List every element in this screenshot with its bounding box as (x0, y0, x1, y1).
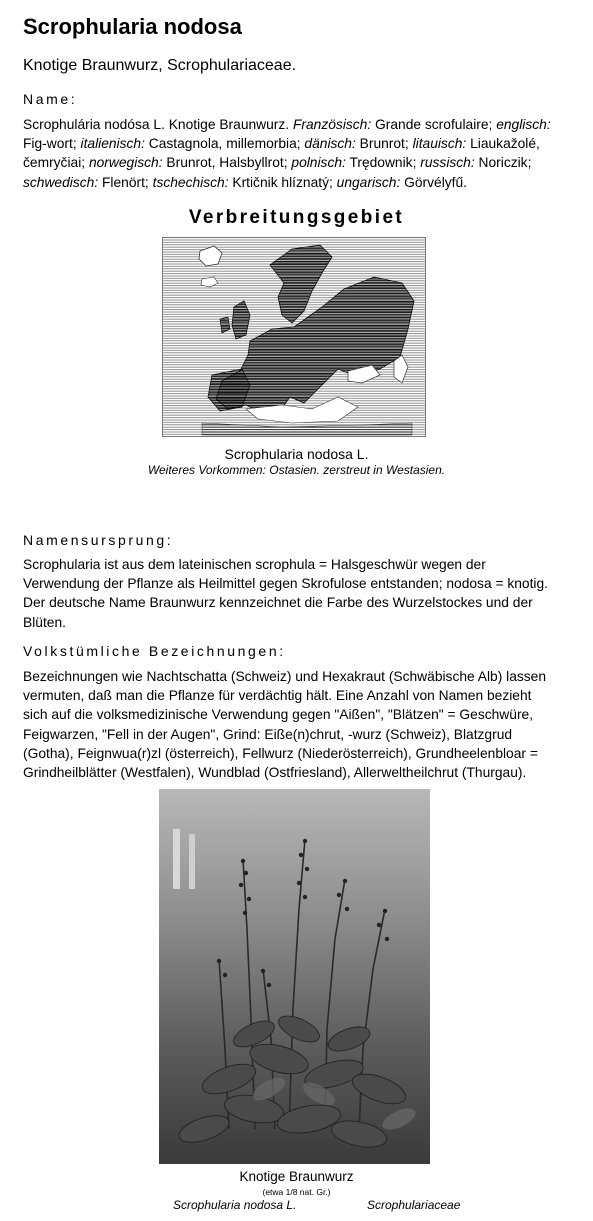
name-text: Brunrot; (355, 136, 413, 152)
name-text: Castagnola, millemorbia; (144, 136, 305, 152)
language-label: litauisch: (412, 136, 467, 152)
name-text: Görvélyfű. (400, 174, 468, 190)
plant-photo (159, 789, 430, 1164)
name-paragraph (23, 115, 571, 192)
name-text: Liaukažolé, (466, 136, 540, 152)
name-text: Krtičnik hlíznatý; (228, 174, 337, 190)
origin-line: Verwendung der Pflanze als Heilmittel gegen Skrofulose entstanden; nodosa = knotig. (23, 576, 549, 592)
map-heading: Verbreitungsgebiet (188, 207, 405, 228)
origin-line: Blüten. (23, 614, 66, 630)
distribution-map (162, 237, 426, 437)
name-text: Scrophulária nodósa L. Knotige Braunwurz. (23, 117, 293, 132)
name-text: Fig-wort; (23, 136, 81, 152)
language-label: dänisch: (304, 136, 356, 152)
name-line (23, 115, 571, 134)
name-heading: Name: (23, 91, 78, 107)
language-label: Französisch: (292, 117, 372, 132)
folk-line: Grindheilblätter (Westfalen), Wundblad (Ostfriesland), Allerweltheilchrut (Thurgau). (23, 765, 527, 781)
map-caption: Scrophularia nodosa L. (224, 446, 369, 462)
photo-species: Scrophularia nodosa L. (173, 1198, 297, 1212)
name-line (23, 173, 571, 192)
fence-post (173, 829, 180, 889)
language-label: polnisch: (291, 155, 346, 171)
fence-post (189, 834, 195, 889)
language-label: russisch: (420, 155, 475, 171)
folk-names-paragraph (23, 667, 571, 782)
language-label: englisch: (496, 117, 551, 132)
map-subcaption: Weiteres Vorkommen: Ostasien. zerstreut in Westasien. (147, 463, 446, 477)
photo-family: Scrophulariaceae (367, 1198, 461, 1212)
folk-line: vermuten, daß man die Pflanze für verdächtig hält. Eine Anzahl von Namen bezieht (23, 688, 532, 704)
page-title: Scrophularia nodosa (23, 14, 242, 39)
origin-heading: Namensursprung: (23, 532, 174, 548)
language-label: norwegisch: (88, 155, 163, 171)
photo-caption: Knotige Braunwurz (239, 1169, 354, 1184)
name-line (23, 134, 571, 153)
name-text: čemryčiai; (23, 155, 89, 171)
origin-line: Der deutsche Name Braunwurz kennzeichnet die Farbe des Wurzelstockes und der (23, 595, 533, 611)
name-text: Flenört; (98, 174, 153, 190)
folk-line: (Gotha), Feignwua(r)zl (österreich), Fellwurz (Niederösterreich), Grundheelenbloar = (23, 745, 538, 761)
page-subtitle: Knotige Braunwurz, Scrophulariaceae. (23, 57, 297, 74)
folk-names-heading: Volkstümliche Bezeichnungen: (23, 643, 286, 659)
language-label: italienisch: (80, 136, 145, 152)
folk-line: sich auf die volksmedizinische Verwendung gegen "Aißen", "Blätzen" = Geschwüre, (23, 707, 534, 723)
name-text: Trędownik; (345, 155, 421, 171)
name-line (23, 153, 571, 172)
language-label: ungarisch: (336, 174, 401, 190)
folk-line: Bezeichnungen wie Nachtschatta (Schweiz) und Hexakraut (Schwäbische Alb) lassen (23, 669, 547, 684)
language-label: schwedisch: (23, 174, 99, 190)
name-text: Grande scrofulaire; (371, 117, 497, 132)
language-label: tschechisch: (152, 174, 229, 190)
origin-line: Scrophularia ist aus dem lateinischen scrophula = Halsgeschwür wegen der (23, 557, 486, 572)
name-text: Noriczik; (474, 155, 532, 171)
photo-scale: (etwa 1/8 nat. Gr.) (262, 1187, 331, 1197)
folk-line: Feigwarzen, "Fell in der Augen", Grind: Eiße(n)chrut, -wurz (Schweiz), Blatzgrud (23, 726, 513, 742)
name-text: Brunrot, Halsbyllrot; (162, 155, 292, 171)
origin-paragraph (23, 555, 571, 632)
